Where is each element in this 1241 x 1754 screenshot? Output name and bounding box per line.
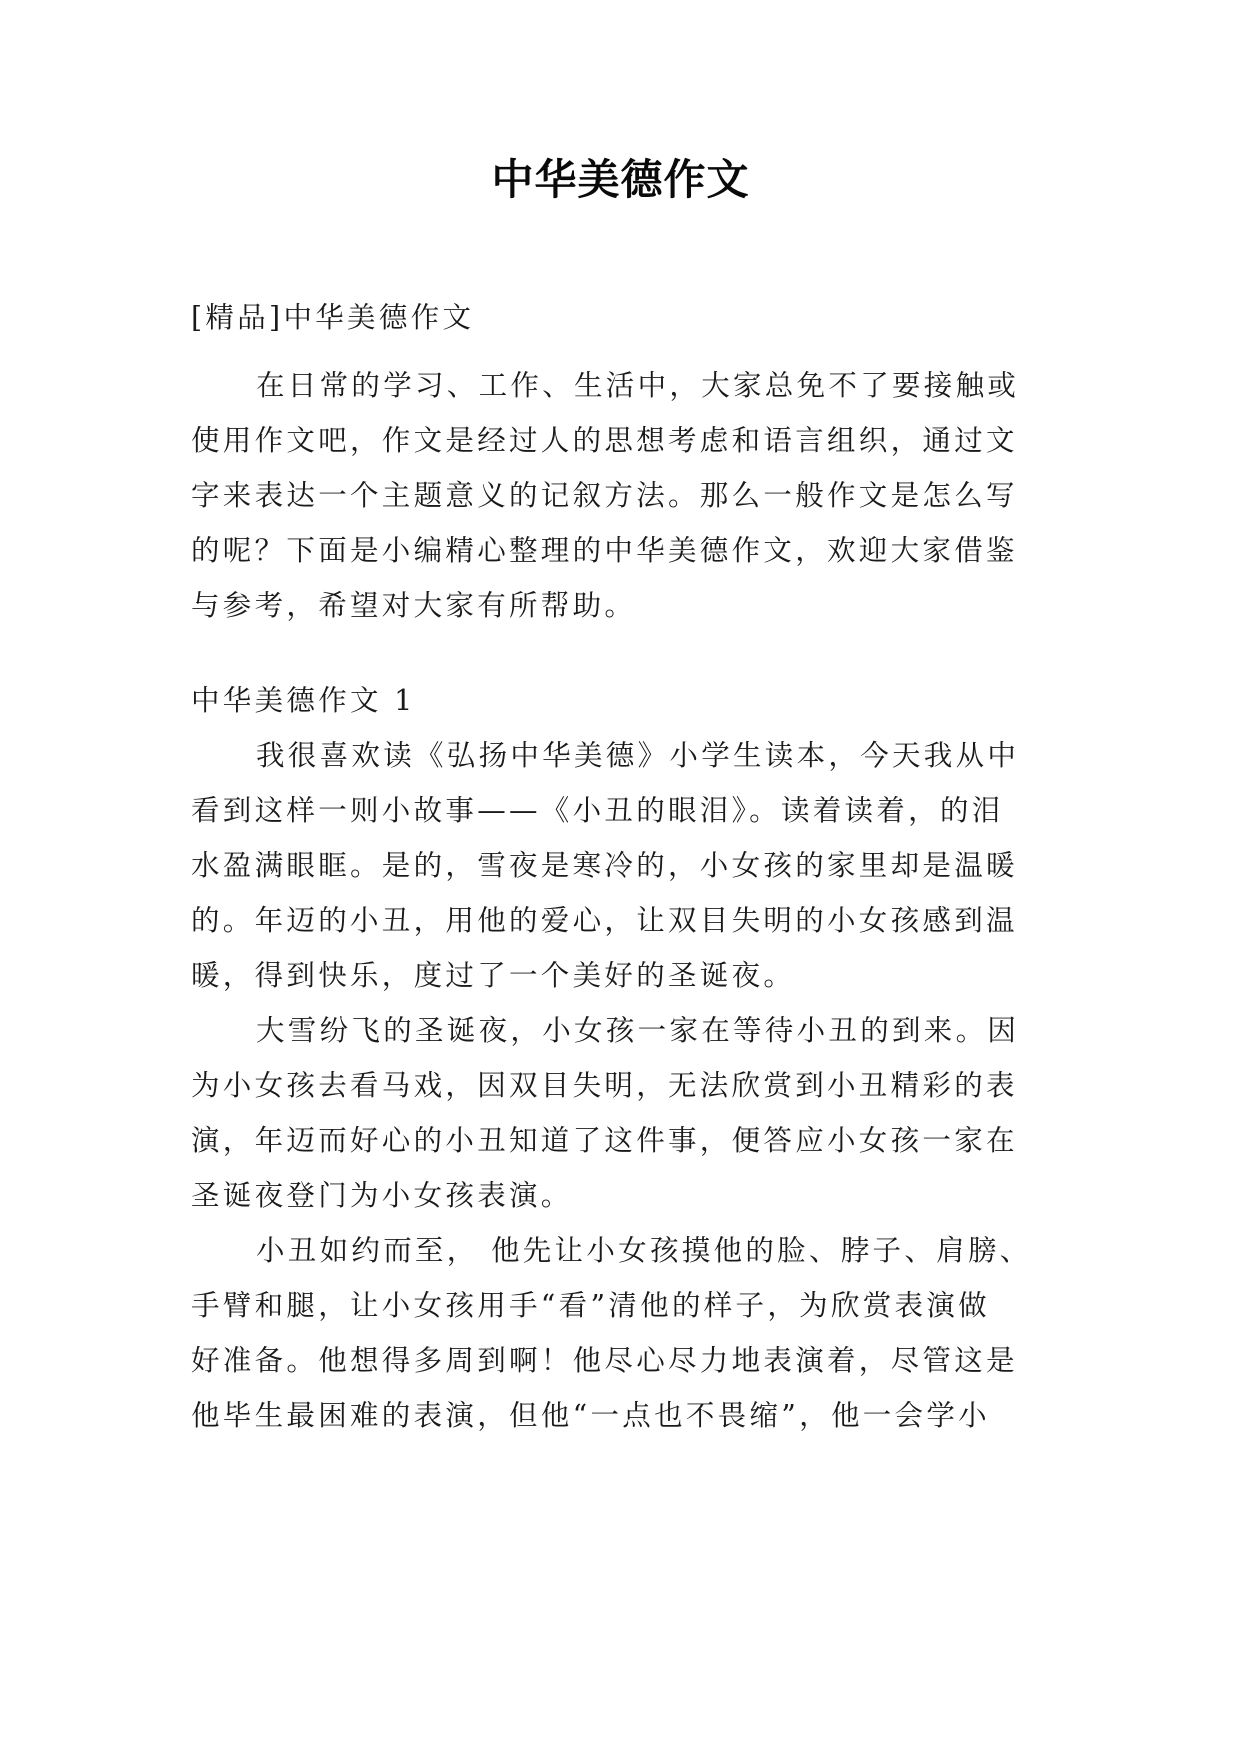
paragraph-line: 演，年迈而好心的小丑知道了这件事，便答应小女孩一家在 <box>191 1124 1018 1157</box>
paragraph-line: 好准备。他想得多周到啊！他尽心尽力地表演着，尽管这是 <box>191 1344 1018 1377</box>
intro-line: 字来表达一个主题意义的记叙方法。那么一般作文是怎么写 <box>191 479 1018 512</box>
paragraph-line: 大雪纷飞的圣诞夜，小女孩一家在等待小丑的到来。因 <box>256 1014 1020 1047</box>
intro-line: 在日常的学习、工作、生活中，大家总免不了要接触或 <box>256 369 1020 402</box>
paragraph-line: 的。年迈的小丑，用他的爱心，让双目失明的小女孩感到温 <box>191 904 1018 937</box>
intro-line: 的呢？下面是小编精心整理的中华美德作文，欢迎大家借鉴 <box>191 534 1018 567</box>
intro-line: 与参考，希望对大家有所帮助。 <box>191 589 637 622</box>
paragraph-line: 他毕生最困难的表演，但他“一点也不畏缩”，他一会学小 <box>191 1399 990 1432</box>
paragraph-line: 为小女孩去看马戏，因双目失明，无法欣赏到小丑精彩的表 <box>191 1069 1018 1102</box>
paragraph-line: 我很喜欢读《弘扬中华美德》小学生读本，今天我从中 <box>256 739 1020 772</box>
section-heading: 中华美德作文 1 <box>191 684 416 717</box>
document-title: 中华美德作文 <box>491 155 750 204</box>
paragraph-line: 小丑如约而至， 他先让小女孩摸他的脸、脖子、肩膀、 <box>256 1234 1032 1267</box>
paragraph-line: 圣诞夜登门为小女孩表演。 <box>191 1179 573 1212</box>
paragraph-line: 水盈满眼眶。是的，雪夜是寒冷的，小女孩的家里却是温暖 <box>191 849 1018 882</box>
paragraph-line: 手臂和腿，让小女孩用手“看”清他的样子，为欣赏表演做 <box>191 1289 990 1322</box>
document-subtitle: [精品]中华美德作文 <box>191 301 475 334</box>
intro-line: 使用作文吧，作文是经过人的思想考虑和语言组织，通过文 <box>191 424 1018 457</box>
paragraph-line: 暖，得到快乐，度过了一个美好的圣诞夜。 <box>191 959 796 992</box>
paragraph-line: 看到这样一则小故事——《小丑的眼泪》。读着读着，的泪 <box>191 794 1004 827</box>
